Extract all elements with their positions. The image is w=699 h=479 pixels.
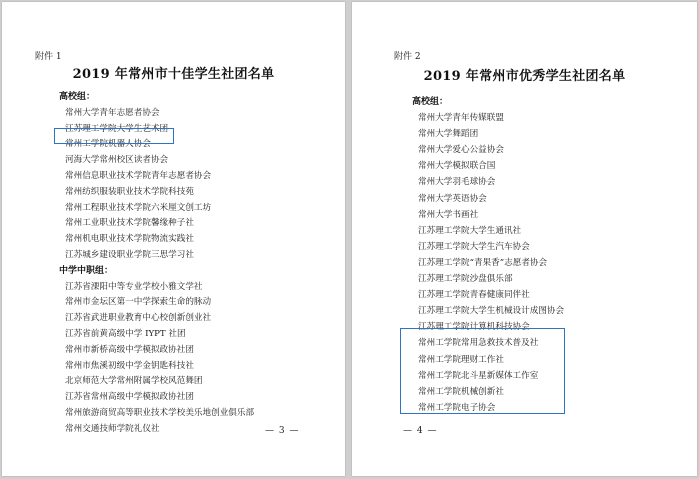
list-item-highlighted: 常州工学院北斗星新媒体工作室 xyxy=(418,370,539,381)
list-item: 江苏理工学院“青果香”志愿者协会 xyxy=(418,257,548,268)
page-3 xyxy=(2,2,345,476)
attachment-label: 附件 2 xyxy=(394,52,421,62)
list-item: 常州机电职业技术学院物流实践社 xyxy=(65,234,194,245)
list-item: 常州纺织服装职业技术学院科技苑 xyxy=(65,186,194,197)
list-item: 常州大学英语协会 xyxy=(418,193,487,204)
list-item: 常州工程职业技术学院六米厘文创工坊 xyxy=(65,202,212,213)
list-item: 江苏理工学院大学生艺术团 xyxy=(65,123,169,134)
list-item-highlighted: 常州工学院常用急救技术普及社 xyxy=(418,338,539,349)
list-item-highlighted: 常州工学院机械创新社 xyxy=(418,386,504,397)
list-item: 江苏理工学院大学生通讯社 xyxy=(418,225,522,236)
list-item: 江苏理工学院计算机科技协会 xyxy=(418,322,530,333)
page-number: — 4 — xyxy=(403,426,438,436)
attachment-label: 附件 1 xyxy=(35,52,62,62)
list-item: 常州市新桥高级中学模拟政协社团 xyxy=(65,344,194,355)
list-item: 常州大学青年志愿者协会 xyxy=(65,107,160,118)
page-number: — 3 — xyxy=(265,426,300,436)
list-item: 常州大学舞蹈团 xyxy=(418,129,479,140)
page-title: 2019 年常州市十佳学生社团名单 xyxy=(72,67,275,82)
list-item: 江苏省武进职业教育中心校创新创业社 xyxy=(65,313,212,324)
page-title: 2019 年常州市优秀学生社团名单 xyxy=(423,69,626,84)
list-item: 常州信息职业技术学院青年志愿者协会 xyxy=(65,170,212,181)
list-item-highlighted: 常州工学院电子协会 xyxy=(418,402,496,413)
list-item: 江苏理工学院沙盘俱乐部 xyxy=(418,274,513,285)
list-item: 江苏省常州高级中学模拟政协社团 xyxy=(65,392,194,403)
list-item-highlighted: 常州工学院机器人协会 xyxy=(65,139,151,150)
list-item: 常州大学书画社 xyxy=(418,209,479,220)
list-item: 常州交通技师学院礼仪社 xyxy=(65,423,160,434)
club-list xyxy=(59,90,254,438)
list-item: 常州大学爱心公益协会 xyxy=(418,145,504,156)
club-list xyxy=(412,94,564,416)
list-item: 江苏理工学院青春健康同伴社 xyxy=(418,290,530,301)
group-heading: 中学中职组： xyxy=(59,265,114,276)
list-item: 常州市金坛区第一中学探索生命的脉动 xyxy=(65,297,212,308)
list-item: 江苏省前黄高级中学 IYPT 社团 xyxy=(65,328,186,339)
list-item: 北京师范大学常州附属学校风范舞团 xyxy=(65,376,203,387)
list-item: 常州工业职业技术学院馨缘种子社 xyxy=(65,218,194,229)
list-item: 江苏省溧阳中等专业学校小雅文学社 xyxy=(65,281,203,292)
list-item: 河海大学常州校区读者协会 xyxy=(65,155,169,166)
list-item: 常州旅游商贸高等职业技术学校美乐地创业俱乐部 xyxy=(65,407,255,418)
list-item: 江苏理工学院大学生机械设计成图协会 xyxy=(418,306,565,317)
list-item: 常州市焦溪初级中学金钥匙科技社 xyxy=(65,360,194,371)
page-4 xyxy=(352,2,697,476)
list-item: 常州大学模拟联合国 xyxy=(418,161,496,172)
list-item: 常州大学羽毛球协会 xyxy=(418,177,496,188)
group-heading: 高校组： xyxy=(59,92,96,102)
list-item: 江苏城乡建设职业学院三思学习社 xyxy=(65,249,194,260)
list-item: 常州大学青年传媒联盟 xyxy=(418,113,504,124)
group-heading: 高校组： xyxy=(412,97,449,107)
list-item-highlighted: 常州工学院理财工作社 xyxy=(418,354,504,365)
list-item: 江苏理工学院大学生汽车协会 xyxy=(418,241,530,252)
